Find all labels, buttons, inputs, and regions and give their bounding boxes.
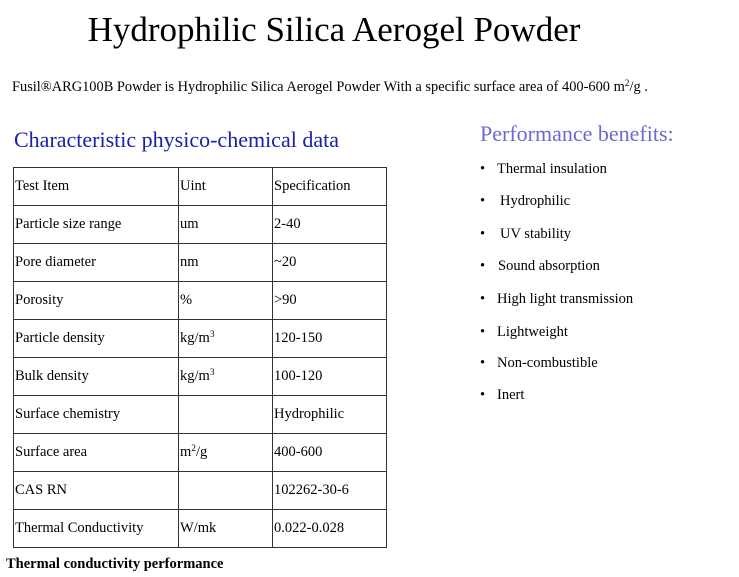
cell-test-item: Surface chemistry <box>14 396 179 434</box>
cell-test-item: Thermal Conductivity <box>14 510 179 548</box>
cell-specification: >90 <box>273 282 387 320</box>
unit-text-end: /g <box>195 444 208 460</box>
cell-specification: 120-150 <box>273 320 387 358</box>
column-header-unit: Uint <box>179 168 273 206</box>
benefit-label: High light transmission <box>497 291 634 307</box>
cell-unit <box>179 434 273 472</box>
cell-test-item: Surface area <box>14 434 179 472</box>
bullet-icon: • <box>480 161 486 177</box>
unit-text: kg/m <box>180 330 210 346</box>
page-title: Hydrophilic Silica Aerogel Powder <box>87 10 581 49</box>
unit-text: m <box>180 444 192 460</box>
table-row <box>14 472 387 510</box>
bullet-icon: • <box>480 291 486 307</box>
cell-unit <box>179 510 273 548</box>
cell-test-item: Particle density <box>14 320 179 358</box>
unit-superscript: 3 <box>209 367 215 378</box>
cell-unit <box>179 206 273 244</box>
cell-test-item: CAS RN <box>14 472 179 510</box>
benefit-item <box>480 226 571 243</box>
bullet-icon: • <box>480 387 486 403</box>
benefit-label: Hydrophilic <box>500 193 571 209</box>
cell-unit <box>179 244 273 282</box>
benefit-item <box>480 291 633 308</box>
unit-superscript: 3 <box>209 329 215 340</box>
benefits-heading: Performance benefits: <box>480 121 674 146</box>
footer-label: Thermal conductivity performance <box>6 556 224 572</box>
unit-text: nm <box>180 254 199 270</box>
benefit-label: Lightweight <box>497 324 568 340</box>
table-row <box>14 206 387 244</box>
cell-unit <box>179 320 273 358</box>
table-row <box>14 244 387 282</box>
characteristics-heading: Characteristic physico-chemical data <box>14 127 339 152</box>
cell-specification: 400-600 <box>273 434 387 472</box>
bullet-icon: • <box>480 355 486 371</box>
spec-table <box>13 167 387 548</box>
benefit-item <box>480 355 598 372</box>
benefit-item <box>480 161 607 178</box>
unit-text: % <box>180 292 193 308</box>
bullet-icon: • <box>480 226 486 242</box>
cell-test-item: Pore diameter <box>14 244 179 282</box>
bullet-icon: • <box>480 258 486 274</box>
benefit-label: Inert <box>497 387 525 403</box>
cell-specification: ~20 <box>273 244 387 282</box>
table-row <box>14 396 387 434</box>
table-header-row <box>14 168 387 206</box>
cell-test-item: Bulk density <box>14 358 179 396</box>
benefit-item <box>480 387 524 404</box>
table-row <box>14 358 387 396</box>
cell-specification: 100-120 <box>273 358 387 396</box>
column-header-specification: Specification <box>273 168 387 206</box>
benefit-label: Sound absorption <box>498 258 600 274</box>
benefit-item <box>480 193 570 210</box>
table-row <box>14 282 387 320</box>
cell-specification: 2-40 <box>273 206 387 244</box>
table-row <box>14 434 387 472</box>
table-row <box>14 320 387 358</box>
benefit-label: Thermal insulation <box>497 161 607 177</box>
table-row <box>14 510 387 548</box>
intro-text: Fusil®ARG100B Powder is Hydrophilic Silica Aerogel Powder With a specific surface area of 400-600 m <box>12 79 625 95</box>
cell-specification: 0.022-0.028 <box>273 510 387 548</box>
intro-superscript: 2 <box>624 78 630 89</box>
cell-specification: Hydrophilic <box>273 396 387 434</box>
cell-unit <box>179 282 273 320</box>
unit-text: W/mk <box>180 520 217 536</box>
benefit-item <box>480 324 568 341</box>
intro-paragraph <box>12 79 648 96</box>
column-header-test-item: Test Item <box>14 168 179 206</box>
intro-text-end: /g . <box>629 79 648 95</box>
cell-unit <box>179 358 273 396</box>
unit-superscript: 2 <box>191 443 196 454</box>
cell-unit <box>179 396 273 434</box>
cell-test-item: Porosity <box>14 282 179 320</box>
benefit-label: UV stability <box>500 226 572 242</box>
benefit-item <box>480 258 600 275</box>
bullet-icon: • <box>480 193 486 209</box>
cell-unit <box>179 472 273 510</box>
benefit-label: Non-combustible <box>497 355 598 371</box>
unit-text: um <box>180 216 199 232</box>
bullet-icon: • <box>480 324 486 340</box>
cell-specification: 102262-30-6 <box>273 472 387 510</box>
cell-test-item: Particle size range <box>14 206 179 244</box>
unit-text: kg/m <box>180 368 210 384</box>
